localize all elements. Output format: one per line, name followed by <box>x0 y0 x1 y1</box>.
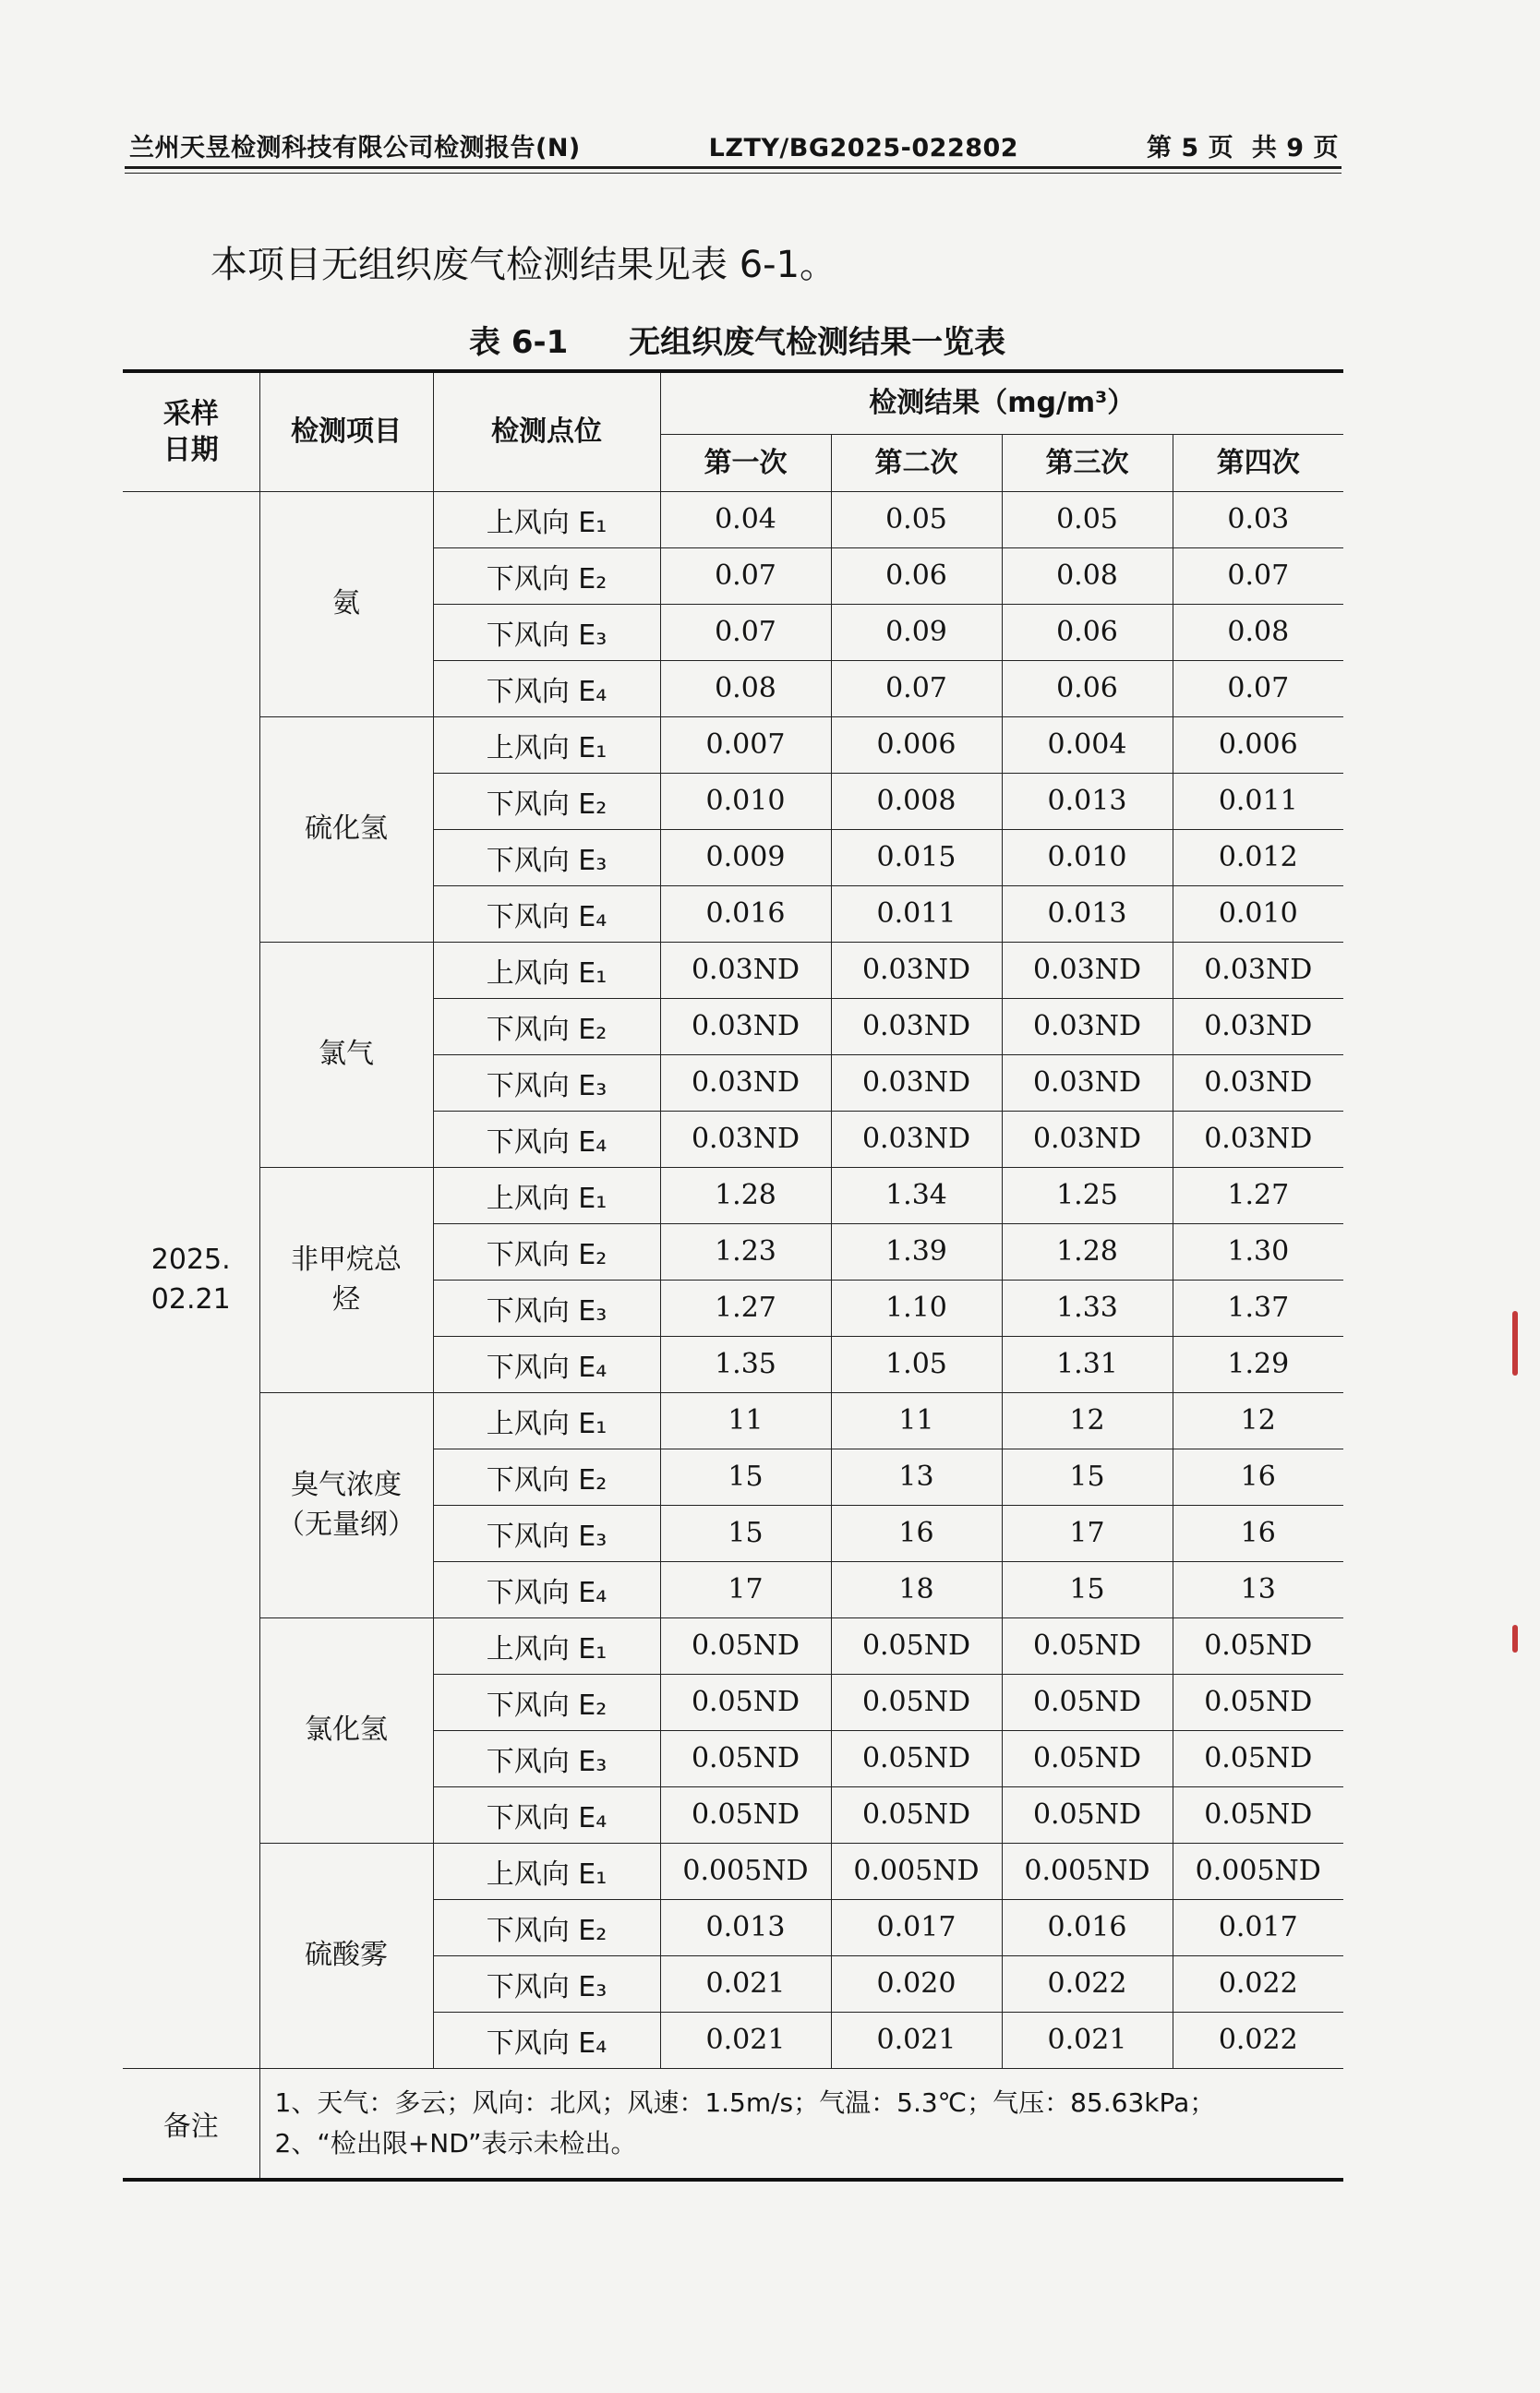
table-row <box>123 1843 1343 1899</box>
note-line-2: 2、“检出限+ND”表示未检出。 <box>274 2127 637 2159</box>
result-value-cell: 0.011 <box>831 885 1002 942</box>
result-value-cell: 0.005ND <box>1173 1843 1343 1899</box>
result-value-cell: 16 <box>1173 1505 1343 1561</box>
result-value-cell: 0.07 <box>1173 547 1343 604</box>
result-value-cell: 16 <box>831 1505 1002 1561</box>
result-value-cell: 0.03ND <box>660 942 831 998</box>
test-item-cell: 臭气浓度 （无量纲） <box>259 1392 433 1617</box>
test-point-cell: 上风向 E₁ <box>433 1617 660 1674</box>
test-point-cell: 下风向 E₂ <box>433 1899 660 1955</box>
header-rule-thin <box>125 173 1341 174</box>
result-value-cell: 0.009 <box>660 829 831 885</box>
test-point-cell: 下风向 E₂ <box>433 1223 660 1280</box>
test-point-cell: 上风向 E₁ <box>433 716 660 773</box>
result-value-cell: 0.03ND <box>1173 998 1343 1054</box>
test-point-cell: 下风向 E₄ <box>433 660 660 716</box>
result-value-cell: 0.03ND <box>831 1111 1002 1167</box>
result-value-cell: 0.010 <box>1173 885 1343 942</box>
result-value-cell: 1.28 <box>1002 1223 1173 1280</box>
result-value-cell: 1.34 <box>831 1167 1002 1223</box>
result-value-cell: 0.07 <box>660 547 831 604</box>
result-value-cell: 0.05ND <box>831 1617 1002 1674</box>
result-value-cell: 1.28 <box>660 1167 831 1223</box>
result-value-cell: 1.35 <box>660 1336 831 1392</box>
test-point-cell: 上风向 E₁ <box>433 942 660 998</box>
result-value-cell: 0.006 <box>1173 716 1343 773</box>
result-value-cell: 0.022 <box>1173 2012 1343 2068</box>
result-value-cell: 1.25 <box>1002 1167 1173 1223</box>
result-value-cell: 0.03ND <box>1002 942 1173 998</box>
header-results: 检测结果（mg/m³） <box>660 371 1343 434</box>
result-value-cell: 1.10 <box>831 1280 1002 1336</box>
result-value-cell: 0.05ND <box>1173 1730 1343 1786</box>
result-value-cell: 0.03ND <box>660 1054 831 1111</box>
result-value-cell: 0.05ND <box>660 1617 831 1674</box>
test-point-cell: 下风向 E₂ <box>433 547 660 604</box>
test-point-cell: 下风向 E₂ <box>433 1674 660 1730</box>
result-value-cell: 16 <box>1173 1449 1343 1505</box>
result-value-cell: 0.03ND <box>1002 1111 1173 1167</box>
header-test-item: 检测项目 <box>259 371 433 491</box>
result-value-cell: 0.016 <box>660 885 831 942</box>
result-value-cell: 1.23 <box>660 1223 831 1280</box>
header-round-3: 第三次 <box>1002 434 1173 491</box>
test-point-cell: 下风向 E₄ <box>433 1336 660 1392</box>
result-value-cell: 1.37 <box>1173 1280 1343 1336</box>
result-value-cell: 0.05 <box>1002 491 1173 547</box>
result-value-cell: 0.015 <box>831 829 1002 885</box>
result-value-cell: 0.006 <box>831 716 1002 773</box>
header-test-point: 检测点位 <box>433 371 660 491</box>
result-value-cell: 0.008 <box>831 773 1002 829</box>
table-row <box>123 716 1343 773</box>
result-value-cell: 15 <box>660 1505 831 1561</box>
result-value-cell: 1.31 <box>1002 1336 1173 1392</box>
notes-row <box>123 2068 1343 2180</box>
result-value-cell: 0.013 <box>1002 773 1173 829</box>
company-name: 兰州天昱检测科技有限公司检测报告(N) <box>129 134 581 162</box>
result-value-cell: 0.004 <box>1002 716 1173 773</box>
result-value-cell: 0.03ND <box>831 998 1002 1054</box>
test-point-cell: 上风向 E₁ <box>433 1843 660 1899</box>
table-row <box>123 1392 1343 1449</box>
result-value-cell: 13 <box>831 1449 1002 1505</box>
test-point-cell: 上风向 E₁ <box>433 1167 660 1223</box>
test-item-cell: 氨 <box>259 491 433 716</box>
test-point-cell: 下风向 E₂ <box>433 998 660 1054</box>
page-number: 第 5 页 共 9 页 <box>1147 134 1339 162</box>
test-point-cell: 上风向 E₁ <box>433 491 660 547</box>
header-rule <box>125 166 1341 169</box>
results-table-body <box>123 491 1343 2068</box>
test-point-cell: 下风向 E₄ <box>433 885 660 942</box>
header-round-2: 第二次 <box>831 434 1002 491</box>
result-value-cell: 0.021 <box>1002 2012 1173 2068</box>
result-value-cell: 0.03ND <box>1002 998 1173 1054</box>
result-value-cell: 0.05ND <box>1002 1674 1173 1730</box>
page-header <box>129 127 1339 163</box>
result-value-cell: 0.03ND <box>831 942 1002 998</box>
intro-text: 本项目无组织废气检测结果见表 6-1。 <box>211 244 837 286</box>
sampling-date-cell: 2025. 02.21 <box>123 491 259 2068</box>
result-value-cell: 0.022 <box>1002 1955 1173 2012</box>
test-item-cell: 非甲烷总 烃 <box>259 1167 433 1392</box>
result-value-cell: 1.30 <box>1173 1223 1343 1280</box>
test-item-cell: 氯化氢 <box>259 1617 433 1843</box>
test-point-cell: 下风向 E₄ <box>433 1786 660 1843</box>
test-point-cell: 下风向 E₄ <box>433 2012 660 2068</box>
test-point-cell: 下风向 E₃ <box>433 1054 660 1111</box>
result-value-cell: 0.05ND <box>831 1674 1002 1730</box>
result-value-cell: 0.08 <box>660 660 831 716</box>
result-value-cell: 0.022 <box>1173 1955 1343 2012</box>
result-value-cell: 11 <box>831 1392 1002 1449</box>
test-point-cell: 上风向 E₁ <box>433 1392 660 1449</box>
result-value-cell: 0.005ND <box>1002 1843 1173 1899</box>
result-value-cell: 0.05ND <box>1002 1617 1173 1674</box>
result-value-cell: 0.021 <box>831 2012 1002 2068</box>
result-value-cell: 0.05ND <box>1002 1730 1173 1786</box>
result-value-cell: 0.06 <box>1002 604 1173 660</box>
note-line-1: 1、天气：多云；风向：北风；风速：1.5m/s；气温：5.3℃；气压：85.63kPa； <box>274 2087 1216 2119</box>
result-value-cell: 0.05 <box>831 491 1002 547</box>
result-value-cell: 0.05ND <box>660 1786 831 1843</box>
header-round-4: 第四次 <box>1173 434 1343 491</box>
result-value-cell: 0.021 <box>660 2012 831 2068</box>
result-value-cell: 0.05ND <box>831 1730 1002 1786</box>
result-value-cell: 0.06 <box>831 547 1002 604</box>
result-value-cell: 15 <box>660 1449 831 1505</box>
test-point-cell: 下风向 E₃ <box>433 1505 660 1561</box>
result-value-cell: 0.012 <box>1173 829 1343 885</box>
result-value-cell: 0.010 <box>1002 829 1173 885</box>
result-value-cell: 13 <box>1173 1561 1343 1617</box>
result-value-cell: 0.03 <box>1173 491 1343 547</box>
result-value-cell: 0.021 <box>660 1955 831 2012</box>
result-value-cell: 18 <box>831 1561 1002 1617</box>
test-point-cell: 下风向 E₄ <box>433 1111 660 1167</box>
result-value-cell: 0.05ND <box>1173 1674 1343 1730</box>
result-value-cell: 0.007 <box>660 716 831 773</box>
table-caption <box>469 317 1005 362</box>
result-value-cell: 17 <box>1002 1505 1173 1561</box>
result-value-cell: 0.03ND <box>660 1111 831 1167</box>
result-value-cell: 15 <box>1002 1449 1173 1505</box>
report-number: LZTY/BG2025-022802 <box>708 134 1019 162</box>
test-point-cell: 下风向 E₂ <box>433 1449 660 1505</box>
result-value-cell: 0.08 <box>1002 547 1173 604</box>
result-value-cell: 0.07 <box>660 604 831 660</box>
test-point-cell: 下风向 E₃ <box>433 604 660 660</box>
result-value-cell: 1.05 <box>831 1336 1002 1392</box>
table-caption-title: 无组织废气检测结果一览表 <box>629 324 1006 361</box>
test-point-cell: 下风向 E₃ <box>433 1955 660 2012</box>
result-value-cell: 0.03ND <box>1173 942 1343 998</box>
notes-content <box>259 2068 1343 2180</box>
table-row <box>123 1617 1343 1674</box>
seal-edge-mark <box>1512 1625 1518 1653</box>
result-value-cell: 0.05ND <box>1173 1617 1343 1674</box>
result-value-cell: 0.005ND <box>831 1843 1002 1899</box>
result-value-cell: 0.03ND <box>660 998 831 1054</box>
test-item-cell: 氯气 <box>259 942 433 1167</box>
result-value-cell: 1.27 <box>1173 1167 1343 1223</box>
result-value-cell: 0.06 <box>1002 660 1173 716</box>
result-value-cell: 0.020 <box>831 1955 1002 2012</box>
result-value-cell: 0.05ND <box>1002 1786 1173 1843</box>
result-value-cell: 0.08 <box>1173 604 1343 660</box>
result-value-cell: 0.010 <box>660 773 831 829</box>
seal-edge-mark <box>1512 1311 1518 1376</box>
result-value-cell: 0.03ND <box>831 1054 1002 1111</box>
result-value-cell: 0.05ND <box>831 1786 1002 1843</box>
test-item-cell: 硫化氢 <box>259 716 433 942</box>
result-value-cell: 0.07 <box>1173 660 1343 716</box>
test-item-cell: 硫酸雾 <box>259 1843 433 2068</box>
test-point-cell: 下风向 E₂ <box>433 773 660 829</box>
result-value-cell: 15 <box>1002 1561 1173 1617</box>
result-value-cell: 0.05ND <box>1173 1786 1343 1843</box>
result-value-cell: 17 <box>660 1561 831 1617</box>
notes-label: 备注 <box>123 2068 259 2180</box>
table-caption-number: 表 6-1 <box>469 324 569 361</box>
results-table <box>123 369 1343 2182</box>
result-value-cell: 0.09 <box>831 604 1002 660</box>
test-point-cell: 下风向 E₄ <box>433 1561 660 1617</box>
result-value-cell: 1.33 <box>1002 1280 1173 1336</box>
result-value-cell: 0.03ND <box>1173 1054 1343 1111</box>
result-value-cell: 0.04 <box>660 491 831 547</box>
result-value-cell: 0.05ND <box>660 1674 831 1730</box>
result-value-cell: 0.013 <box>660 1899 831 1955</box>
result-value-cell: 0.011 <box>1173 773 1343 829</box>
result-value-cell: 1.29 <box>1173 1336 1343 1392</box>
header-round-1: 第一次 <box>660 434 831 491</box>
result-value-cell: 0.07 <box>831 660 1002 716</box>
test-point-cell: 下风向 E₃ <box>433 829 660 885</box>
result-value-cell: 0.05ND <box>660 1730 831 1786</box>
table-row <box>123 1167 1343 1223</box>
result-value-cell: 0.013 <box>1002 885 1173 942</box>
result-value-cell: 1.39 <box>831 1223 1002 1280</box>
test-point-cell: 下风向 E₃ <box>433 1280 660 1336</box>
result-value-cell: 11 <box>660 1392 831 1449</box>
result-value-cell: 1.27 <box>660 1280 831 1336</box>
result-value-cell: 0.03ND <box>1002 1054 1173 1111</box>
result-value-cell: 0.005ND <box>660 1843 831 1899</box>
result-value-cell: 0.017 <box>1173 1899 1343 1955</box>
result-value-cell: 0.017 <box>831 1899 1002 1955</box>
header-sampling-date: 采样 日期 <box>123 371 259 491</box>
result-value-cell: 12 <box>1173 1392 1343 1449</box>
result-value-cell: 0.03ND <box>1173 1111 1343 1167</box>
table-row <box>123 942 1343 998</box>
result-value-cell: 0.016 <box>1002 1899 1173 1955</box>
table-row <box>123 491 1343 547</box>
result-value-cell: 12 <box>1002 1392 1173 1449</box>
test-point-cell: 下风向 E₃ <box>433 1730 660 1786</box>
